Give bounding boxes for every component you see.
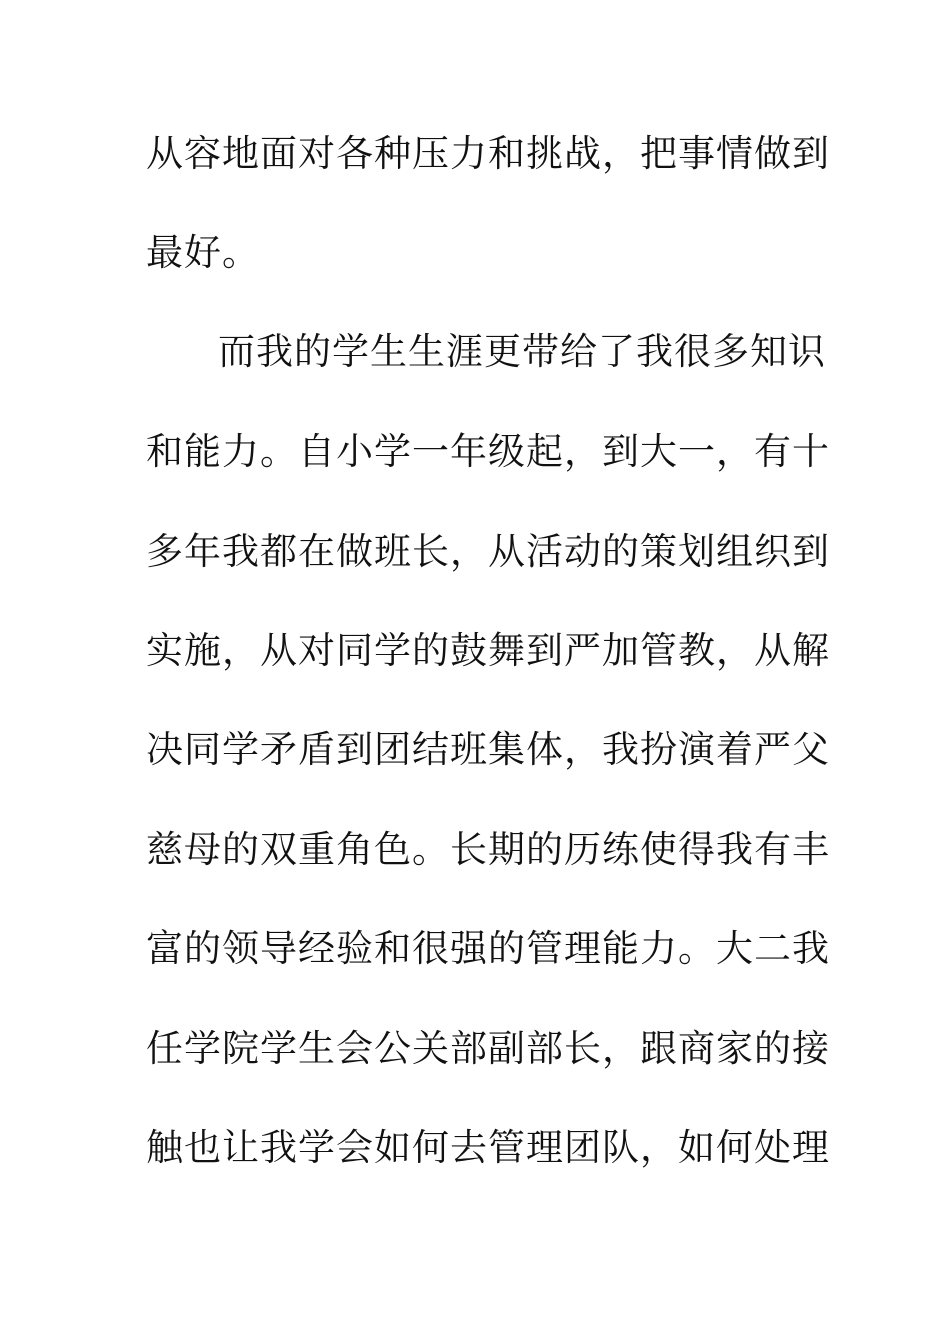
text-line-5: 多年我都在做班长，从活动的策划组织到 [146, 530, 830, 573]
text-line-2: 最好。 [146, 231, 260, 274]
text-line-4: 和能力。自小学一年级起，到大一，有十 [146, 430, 830, 473]
text-line-1: 从容地面对各种压力和挑战，把事情做到 [146, 132, 830, 175]
text-line-6: 实施，从对同学的鼓舞到严加管教，从解 [146, 629, 830, 672]
text-line-11: 触也让我学会如何去管理团队，如何处理 [146, 1126, 830, 1169]
text-line-10: 任学院学生会公关部副部长，跟商家的接 [146, 1027, 830, 1070]
paragraph-first-line: 而我的学生生涯更带给了我很多知识 [218, 330, 826, 373]
text-line-7: 决同学矛盾到团结班集体，我扮演着严父 [146, 728, 830, 771]
text-line-9: 富的领导经验和很强的管理能力。大二我 [146, 927, 830, 970]
text-line-8: 慈母的双重角色。长期的历练使得我有丰 [146, 828, 830, 871]
